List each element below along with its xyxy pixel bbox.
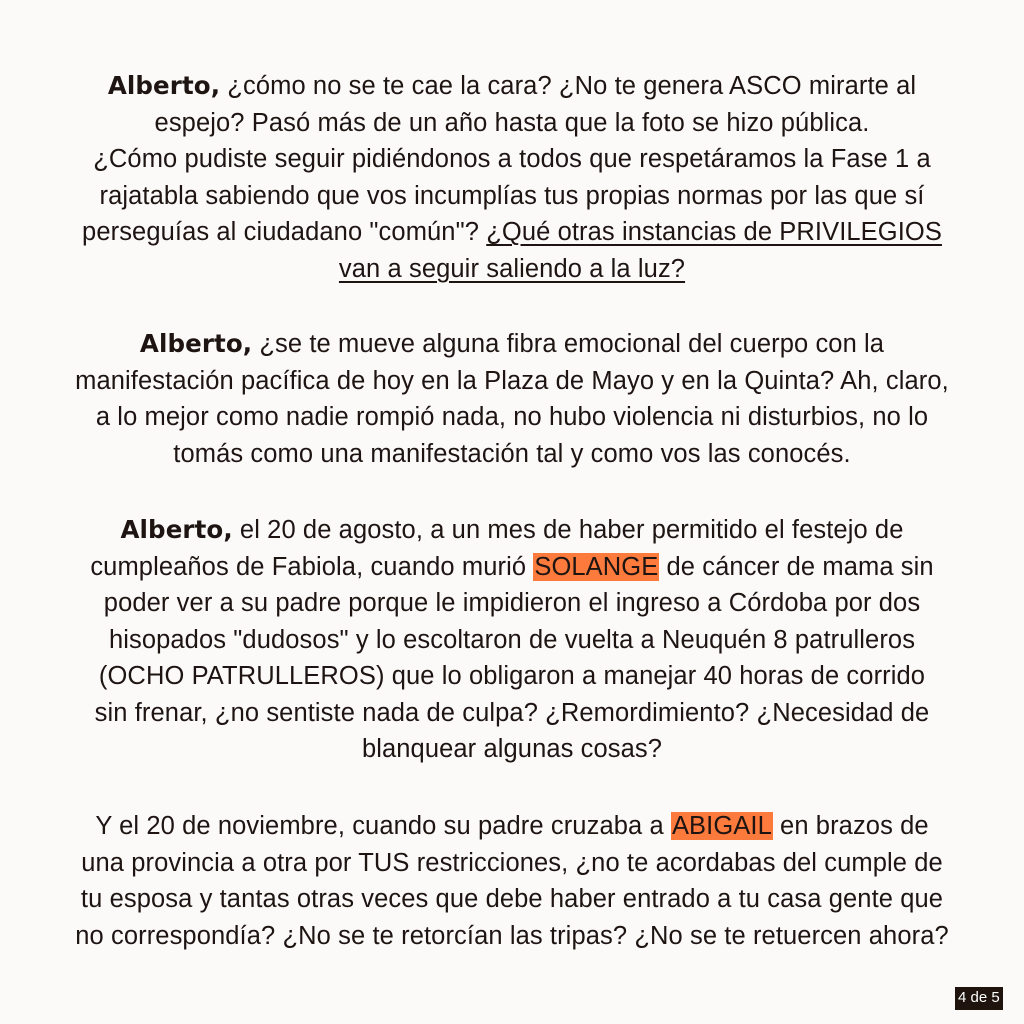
text-line: sin frenar, ¿no sentiste nada de culpa? ¿Remordimiento? ¿Necesidad de — [94, 698, 930, 727]
text-line: cumpleaños de Fabiola, cuando murió SOLANGE de cáncer de mama sin — [90, 552, 934, 581]
text-line: (OCHO PATRULLEROS) que lo obligaron a manejar 40 horas de corrido — [98, 662, 926, 690]
text-line: tomás como una manifestación tal y como vos las conocés. — [173, 439, 851, 468]
text-line: espejo? Pasó más de un año hasta que la foto se hizo pública. — [154, 108, 870, 137]
text-line: manifestación pacífica de hoy en la Plaza de Mayo y en la Quinta? Ah, claro, — [75, 366, 949, 395]
paragraph-solange — [0, 512, 1024, 768]
text-line: perseguías al ciudadano "común"? ¿Qué otras instancias de PRIVILEGIOS — [82, 218, 942, 246]
highlighted-name: SOLANGE — [534, 552, 659, 581]
text-line: Y el 20 de noviembre, cuando su padre cruzaba a ABIGAIL en brazos de — [95, 812, 929, 840]
text-line: Alberto, ¿se te mueve alguna fibra emocional del cuerpo con la — [139, 329, 885, 358]
addressee-bold: Alberto, — [107, 71, 221, 100]
highlighted-name: ABIGAIL — [671, 812, 772, 840]
paragraph-abigail — [0, 808, 1024, 954]
text-line: a lo mejor como nadie rompió nada, no hubo violencia ni disturbios, no lo — [95, 403, 929, 431]
paragraph-privileges — [0, 68, 1024, 287]
text-line: una provincia a otra por TUS restricciones, ¿no te acordabas del cumple de — [81, 848, 943, 877]
text-line: tu esposa y tantas otras veces que debe haber entrado a tu casa gente que — [80, 885, 944, 913]
page-indicator-badge: 4 de 5 — [955, 987, 1003, 1010]
text-line: Alberto, el 20 de agosto, a un mes de haber permitido el festejo de — [120, 515, 904, 544]
text-line: blanquear algunas cosas? — [361, 735, 663, 763]
addressee-bold: Alberto, — [120, 515, 233, 544]
underlined-question: ¿Qué otras instancias de PRIVILEGIOS — [486, 218, 942, 246]
text-line: Alberto, ¿cómo no se te cae la cara? ¿No te genera ASCO mirarte al — [107, 71, 917, 100]
text-line: hisopados "dudosos" y lo escoltaron de vuelta a Neuquén 8 patrulleros — [108, 625, 916, 654]
text-line: ¿Cómo pudiste seguir pidiéndonos a todos que respetáramos la Fase 1 a — [93, 145, 931, 173]
text-line: no correspondía? ¿No se te retorcían las tripas? ¿No se te retuercen ahora? — [75, 921, 949, 950]
paragraph-protest — [0, 326, 1024, 472]
text-line — [0, 251, 1024, 288]
addressee-bold: Alberto, — [139, 329, 253, 358]
text-line: rajatabla sabiendo que vos incumplías tus propias normas por las que sí — [99, 181, 925, 210]
underlined-question: van a seguir saliendo a la luz? — [338, 254, 686, 283]
text-line: poder ver a su padre porque le impidieron el ingreso a Córdoba por dos — [103, 589, 921, 617]
